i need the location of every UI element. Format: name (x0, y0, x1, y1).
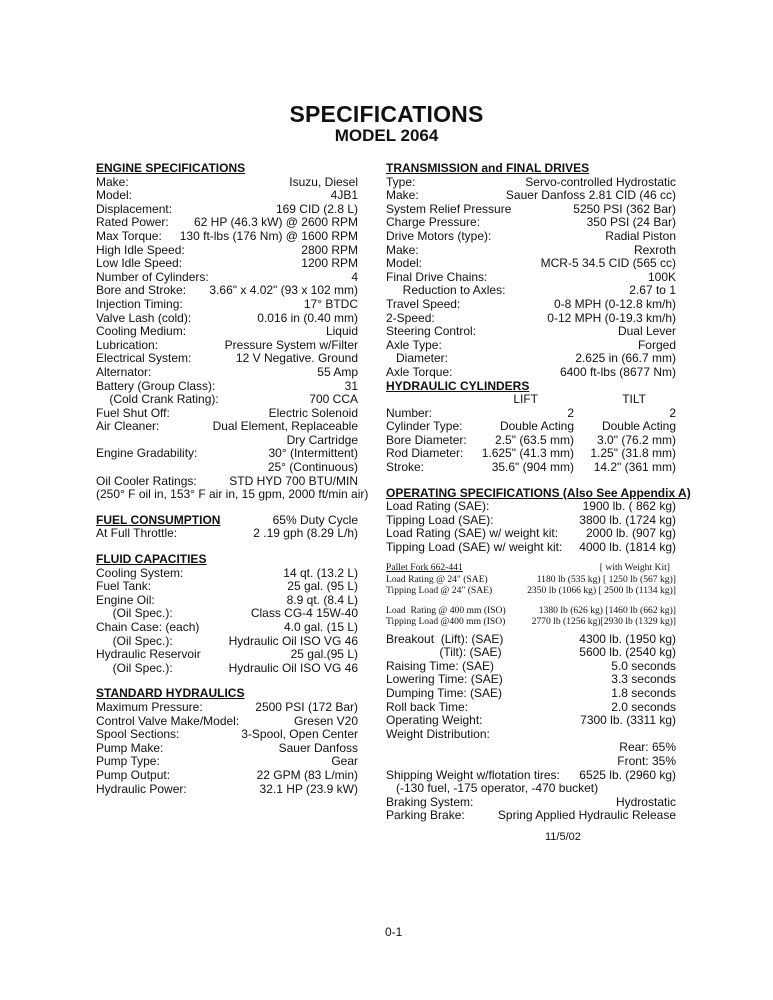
spec-row (96, 648, 358, 662)
spec-row (386, 203, 676, 217)
spec-label: Rated Power: (96, 215, 169, 230)
spec-label: Fuel Shut Off: (96, 405, 170, 420)
spec-row (386, 604, 676, 616)
spec-label: At Full Throttle: (96, 526, 178, 541)
spec-label: Pump Type: (96, 754, 160, 769)
spec-row (386, 741, 676, 755)
spec-label: Fuel Tank: (96, 579, 152, 594)
spec-value: 4.0 gal. (15 L) (283, 620, 358, 634)
spec-value: 3-Spool, Open Center (241, 727, 358, 742)
spec-label: Air Cleaner: (96, 419, 160, 434)
spec-label: Shipping Weight w/flotation tires: (386, 767, 560, 782)
spec-value: 62 HP (46.3 kW) @ 2600 RPM (193, 215, 358, 230)
spec-label: Operating Weight: (386, 713, 483, 728)
spec-label: Axle Type: (386, 337, 442, 352)
spec-value: 4300 lb. (1950 kg) (579, 631, 676, 646)
spec-label: Parking Brake: (386, 808, 465, 823)
spec-row (386, 714, 676, 728)
spec-value: 14 qt. (13.2 L) (283, 565, 358, 580)
fluid-capacities-heading: FLUID CAPACITIES (96, 552, 207, 567)
spec-row (386, 257, 676, 271)
standard-hydraulics-heading: STANDARD HYDRAULICS (96, 686, 245, 701)
spec-row (386, 271, 676, 285)
spec-value: 3800 lb. (1724 kg) (579, 512, 676, 527)
spec-value: Dry Cartridge (286, 432, 358, 447)
spec-row (96, 352, 358, 366)
spec-value: Sauer Danfoss 2.81 CID (46 cc) (505, 188, 676, 203)
spec-label: Battery (Group Class): (96, 378, 216, 393)
spec-row (386, 687, 676, 701)
spec-row (386, 514, 676, 528)
spec-row (96, 244, 358, 258)
spec-value: Hydraulic Oil ISO VG 46 (228, 660, 358, 675)
engine-specs-heading: ENGINE SPECIFICATIONS (96, 161, 246, 175)
spec-row (96, 769, 358, 783)
tilt-value: 1.25" (31.8 mm) (590, 446, 676, 461)
operating-specs-list (386, 500, 676, 554)
spec-label: Cooling System: (96, 565, 184, 580)
spec-value: Radial Piston (605, 228, 676, 243)
pallet-fork-header (386, 561, 676, 573)
spec-label: Pump Make: (96, 740, 164, 755)
spec-value: Rexroth (633, 242, 676, 257)
spec-value: 1900 lb. ( 862 kg) (582, 499, 676, 514)
spec-row (96, 475, 358, 489)
spec-value: 4000 lb. (1814 kg) (579, 540, 676, 555)
spec-row (386, 339, 676, 353)
spec-row (386, 755, 676, 769)
spec-value: 2800 RPM (301, 242, 358, 257)
spec-label: Dumping Time: (SAE) (386, 686, 503, 700)
spec-label: Make: (386, 188, 419, 203)
spec-value: 5600 lb. (2540 kg) (579, 645, 676, 660)
lift-value: 35.6" (904 mm) (491, 460, 574, 475)
spec-label: (Oil Spec.): (96, 660, 173, 675)
spec-row (96, 635, 358, 649)
spec-value: Gresen V20 (293, 713, 358, 728)
revision-date: 11/5/02 (545, 831, 581, 843)
spec-row (386, 216, 676, 230)
cylinder-label: Rod Diameter: (386, 446, 464, 461)
spec-value: 0.016 in (0.40 mm) (257, 310, 358, 325)
spec-row (386, 176, 676, 190)
spec-value: 1380 lb (626 kg) [1460 lb (662 kg)] (538, 604, 676, 616)
spec-value: 17° BTDC (303, 296, 358, 311)
spec-value: 6400 ft-lbs (8677 Nm) (559, 364, 676, 379)
spec-value: 1180 lb (535 kg) [ 1250 lb (567 kg)] (536, 573, 676, 585)
spec-value: Front: 35% (617, 753, 676, 768)
spec-value: Sauer Danfoss (278, 740, 358, 755)
spec-value: 30° (Intermittent) (268, 446, 358, 461)
spec-value: Isuzu, Diesel (289, 174, 358, 189)
spec-label: Breakout (Lift): (SAE) (386, 631, 504, 646)
spec-label: Reduction to Axles: (386, 283, 506, 298)
spec-label: Lowering Time: (SAE) (386, 672, 503, 687)
spec-label: Tipping Load (SAE): (386, 512, 494, 527)
spec-value: 0-8 MPH (0-12.8 km/h) (553, 296, 676, 311)
spec-label: Displacement: (96, 201, 173, 216)
spec-label: (-130 fuel, -175 operator, -470 bucket) (386, 781, 599, 796)
spec-value: 12 V Negative. Ground (235, 351, 358, 366)
spec-label: Hydraulic Power: (96, 781, 187, 796)
spec-value: 25 gal. (95 L) (287, 579, 358, 594)
spec-row (386, 633, 676, 647)
spec-row (96, 393, 358, 407)
spec-value: Forged (637, 337, 676, 352)
spec-value: 100K (647, 269, 676, 284)
spec-value: 2000 lb. (907 kg) (585, 526, 676, 541)
spec-row (386, 325, 676, 339)
spec-row (386, 366, 676, 380)
spec-label: High Idle Speed: (96, 242, 185, 257)
spec-value: Spring Applied Hydraulic Release (497, 808, 676, 823)
spec-label: (250° F oil in, 153° F air in, 15 gpm, 2000 ft/min air) (96, 487, 369, 502)
tilt-value: 2 (669, 405, 676, 420)
spec-row (386, 312, 676, 326)
lift-value: 2.5" (63.5 mm) (495, 432, 574, 447)
spec-label: Max Torque: (96, 228, 162, 243)
spec-value: Electric Solenoid (268, 405, 358, 420)
spec-row (386, 809, 676, 823)
spec-label: Load Rating (SAE) w/ weight kit: (386, 526, 559, 541)
spec-label: Axle Torque: (386, 364, 453, 379)
operating-specs-list-2 (386, 633, 676, 823)
spec-label: Electrical System: (96, 351, 192, 366)
spec-row (386, 244, 676, 258)
spec-label: Valve Lash (cold): (96, 310, 192, 325)
spec-value: 25° (Continuous) (267, 460, 358, 475)
spec-label: Alternator: (96, 364, 152, 379)
spec-row (386, 527, 676, 541)
spec-row (96, 284, 358, 298)
spec-value: 2 .19 gph (8.29 L/h) (253, 526, 358, 541)
spec-value: 700 CCA (309, 392, 358, 407)
spec-label: Charge Pressure: (386, 215, 481, 230)
cylinder-row (386, 461, 676, 475)
cylinder-label: Bore Diameter: (386, 432, 467, 447)
spec-row (386, 769, 676, 783)
spec-value: 4JB1 (330, 188, 358, 203)
spec-label: (Oil Spec.): (96, 606, 173, 621)
cylinder-label: Cylinder Type: (386, 419, 463, 434)
spec-row (386, 701, 676, 715)
spec-row (386, 673, 676, 687)
spec-label: Braking System: (386, 794, 474, 809)
spec-label: Type: (386, 174, 416, 189)
spec-value: 350 PSI (24 Bar) (586, 215, 676, 230)
spec-row (96, 312, 358, 326)
spec-value: 4 (351, 269, 358, 284)
spec-row (386, 284, 676, 298)
spec-row (96, 580, 358, 594)
spec-row (96, 271, 358, 285)
spec-row (96, 447, 358, 461)
spec-value: 2770 lb (1256 kg)[2930 lb (1329 kg)] (531, 616, 676, 628)
spec-row (386, 728, 676, 742)
cylinder-label: Number: (386, 405, 433, 420)
spec-value: Class CG-4 15W-40 (250, 606, 358, 621)
spec-row (96, 298, 358, 312)
tilt-value: 14.2" (361 mm) (593, 460, 676, 475)
spec-label: Tipping Load (SAE) w/ weight kit: (386, 540, 563, 555)
spec-row (386, 615, 676, 627)
spec-value: 25 gal.(95 L) (290, 647, 358, 662)
spec-label: (Oil Spec.): (96, 633, 173, 648)
spec-value: STD HYD 700 BTU/MIN (229, 473, 358, 488)
lift-value: 1.625" (41.3 mm) (481, 446, 574, 461)
spec-value: MCR-5 34.5 CID (565 cc) (540, 256, 676, 271)
spec-label: Raising Time: (SAE) (386, 658, 495, 673)
transmission-list (386, 176, 676, 380)
transmission-heading: TRANSMISSION and FINAL DRIVES (386, 161, 590, 175)
page-number: 0-1 (385, 925, 403, 939)
spec-value: 32.1 HP (23.9 kW) (259, 781, 358, 796)
spec-label: Diameter: (386, 351, 449, 366)
spec-value: 2.625 in (66.7 mm) (575, 351, 676, 366)
spec-value: 0-12 MPH (0-19.3 km/h) (547, 310, 676, 325)
spec-label: Roll back Time: (386, 699, 469, 714)
duty-cycle-value: 65% Duty Cycle (272, 512, 358, 527)
spec-row (96, 755, 358, 769)
cylinder-row (386, 447, 676, 461)
spec-row (386, 230, 676, 244)
spec-row (386, 660, 676, 674)
spec-row (386, 646, 676, 660)
spec-row (386, 352, 676, 366)
spec-label: Model: (96, 188, 133, 203)
spec-label: Travel Speed: (386, 296, 461, 311)
spec-value: 2.0 seconds (611, 699, 676, 714)
spec-value: 1200 RPM (301, 256, 358, 271)
spec-label: System Relief Pressure (386, 201, 512, 216)
spec-label: (Cold Crank Rating): (96, 392, 219, 407)
spec-row (96, 407, 358, 421)
spec-value: 5250 PSI (362 Bar) (573, 201, 676, 216)
spec-label: Control Valve Make/Model: (96, 713, 240, 728)
spec-label: Injection Timing: (96, 296, 183, 311)
left-column (96, 161, 369, 796)
spec-row (96, 621, 358, 635)
spec-row (96, 434, 358, 448)
spec-row (96, 380, 358, 394)
spec-label: Engine Oil: (96, 592, 155, 607)
spec-label: Load Rating (SAE): (386, 499, 490, 514)
spec-value: 2350 lb (1066 kg) [ 2500 lb (1134 kg)] (527, 585, 676, 597)
spec-value: Hydraulic Oil ISO VG 46 (228, 633, 358, 648)
spec-value: 3.66" x 4.02" (93 x 102 mm) (209, 283, 358, 298)
spec-row (386, 573, 676, 585)
spec-value: 8.9 qt. (8.4 L) (286, 592, 358, 607)
spec-row (96, 189, 358, 203)
spec-value: 22 GPM (83 L/min) (256, 767, 358, 782)
spec-row (96, 339, 358, 353)
spec-label: Oil Cooler Ratings: (96, 473, 197, 488)
cylinder-row (386, 420, 676, 434)
tilt-value: Double Acting (601, 419, 676, 434)
spec-row (96, 742, 358, 756)
cylinder-label: Stroke: (386, 460, 425, 475)
spec-label: (Tilt): (SAE) (386, 645, 502, 660)
spec-value: Dual Element, Replaceable (212, 419, 358, 434)
spec-value: 7300 lb. (3311 kg) (580, 713, 676, 728)
right-column (386, 161, 691, 823)
spec-label: Tipping Load @ 24" (SAE) (386, 585, 493, 597)
spec-value: 1.8 seconds (611, 686, 676, 700)
spec-label: Spool Sections: (96, 727, 180, 742)
spec-row (386, 782, 676, 796)
spec-row (386, 584, 676, 596)
spec-row (386, 189, 676, 203)
spec-value: Hydrostatic (615, 794, 676, 809)
spec-value: 55 Amp (317, 364, 358, 379)
spec-label: Make: (386, 242, 419, 257)
pallet-fork-iso-list (386, 604, 676, 627)
spec-row (96, 715, 358, 729)
spec-label: Cooling Medium: (96, 324, 187, 339)
spec-row (96, 257, 358, 271)
page-title: SPECIFICATIONS (289, 101, 484, 127)
spec-row (386, 541, 676, 555)
spec-value: Gear (331, 754, 358, 769)
operating-specs-heading: OPERATING SPECIFICATIONS (Also See Appendix A) (386, 485, 691, 500)
spec-row (96, 607, 358, 621)
spec-value: Dual Lever (617, 324, 676, 339)
spec-label: Number of Cylinders: (96, 269, 209, 284)
spec-label: Final Drive Chains: (386, 269, 488, 284)
spec-value: Rear: 65% (619, 740, 676, 755)
weight-kit-label: [ with Weight Kit] (599, 561, 670, 573)
spec-value: Pressure System w/Filter (224, 337, 358, 352)
spec-value: 6525 lb. (2960 kg) (579, 767, 676, 782)
spec-label: Low Idle Speed: (96, 256, 183, 271)
spec-label: Tipping Load @400 mm (ISO) (386, 616, 506, 628)
engine-specs-list (96, 174, 369, 502)
spec-row (96, 487, 369, 502)
lift-column-header: LIFT (513, 392, 538, 407)
spec-row (96, 594, 358, 608)
fluid-capacities-list (96, 567, 358, 676)
spec-label: Hydraulic Reservoir (96, 647, 201, 662)
hydraulic-cylinders-heading: HYDRAULIC CYLINDERS (386, 378, 530, 393)
spec-label: Drive Motors (type): (386, 228, 492, 243)
spec-label: Load Rating @ 24" (SAE) (386, 573, 488, 585)
cylinder-table (386, 407, 676, 475)
spec-row (96, 461, 358, 475)
tilt-column-header: TILT (622, 392, 646, 407)
spec-row (96, 325, 358, 339)
spec-row (96, 701, 358, 715)
spec-row (96, 216, 358, 230)
spec-value: 31 (344, 378, 358, 393)
cylinder-column-headers (386, 393, 676, 407)
cylinder-row (386, 434, 676, 448)
pallet-fork-sae-list (386, 573, 676, 596)
spec-label: Model: (386, 256, 423, 271)
spec-label: Make: (96, 174, 129, 189)
spec-value: Servo-controlled Hydrostatic (525, 174, 676, 189)
spec-row (96, 420, 358, 434)
model-title: MODEL 2064 (334, 126, 439, 145)
full-throttle-row (96, 527, 358, 541)
spec-value: 130 ft-lbs (176 Nm) @ 1600 RPM (179, 228, 358, 243)
spec-row (96, 366, 358, 380)
pallet-fork-label: Pallet Fork 662-441 (386, 561, 463, 573)
spec-row (96, 203, 358, 217)
spec-label: Steering Control: (386, 324, 477, 339)
lift-value: Double Acting (499, 419, 574, 434)
spec-label: Chain Case: (each) (96, 620, 200, 634)
spec-value: 169 CID (2.8 L) (275, 201, 358, 216)
spec-row (386, 796, 676, 810)
spec-value: 5.0 seconds (611, 658, 676, 673)
spec-row (386, 500, 676, 514)
spec-label: Maximum Pressure: (96, 699, 203, 714)
fuel-consumption-header (96, 514, 358, 528)
spec-label: Engine Gradability: (96, 446, 198, 461)
spec-row (96, 662, 358, 676)
lift-value: 2 (567, 405, 574, 420)
spec-value: 2.67 to 1 (629, 283, 676, 298)
tilt-value: 3.0" (76.2 mm) (597, 432, 676, 447)
spec-row (386, 298, 676, 312)
spec-label: Pump Output: (96, 767, 171, 782)
standard-hydraulics-list (96, 701, 358, 796)
spec-label: Bore and Stroke: (96, 283, 187, 298)
spec-row (96, 230, 358, 244)
fuel-consumption-heading: FUEL CONSUMPTION (96, 512, 221, 527)
cylinder-row (386, 407, 676, 421)
spec-row (96, 728, 358, 742)
spec-value: Liquid (325, 324, 358, 339)
spec-label: 2-Speed: (386, 310, 435, 325)
spec-row (96, 783, 358, 797)
spec-value: 2500 PSI (172 Bar) (255, 699, 358, 714)
spec-row (96, 176, 358, 190)
spec-label: Load Rating @ 400 mm (ISO) (386, 604, 506, 616)
spec-label: Weight Distribution: (386, 726, 490, 741)
spec-value: 3.3 seconds (611, 672, 676, 687)
spec-label: Lubrication: (96, 337, 159, 352)
spec-row (96, 567, 358, 581)
